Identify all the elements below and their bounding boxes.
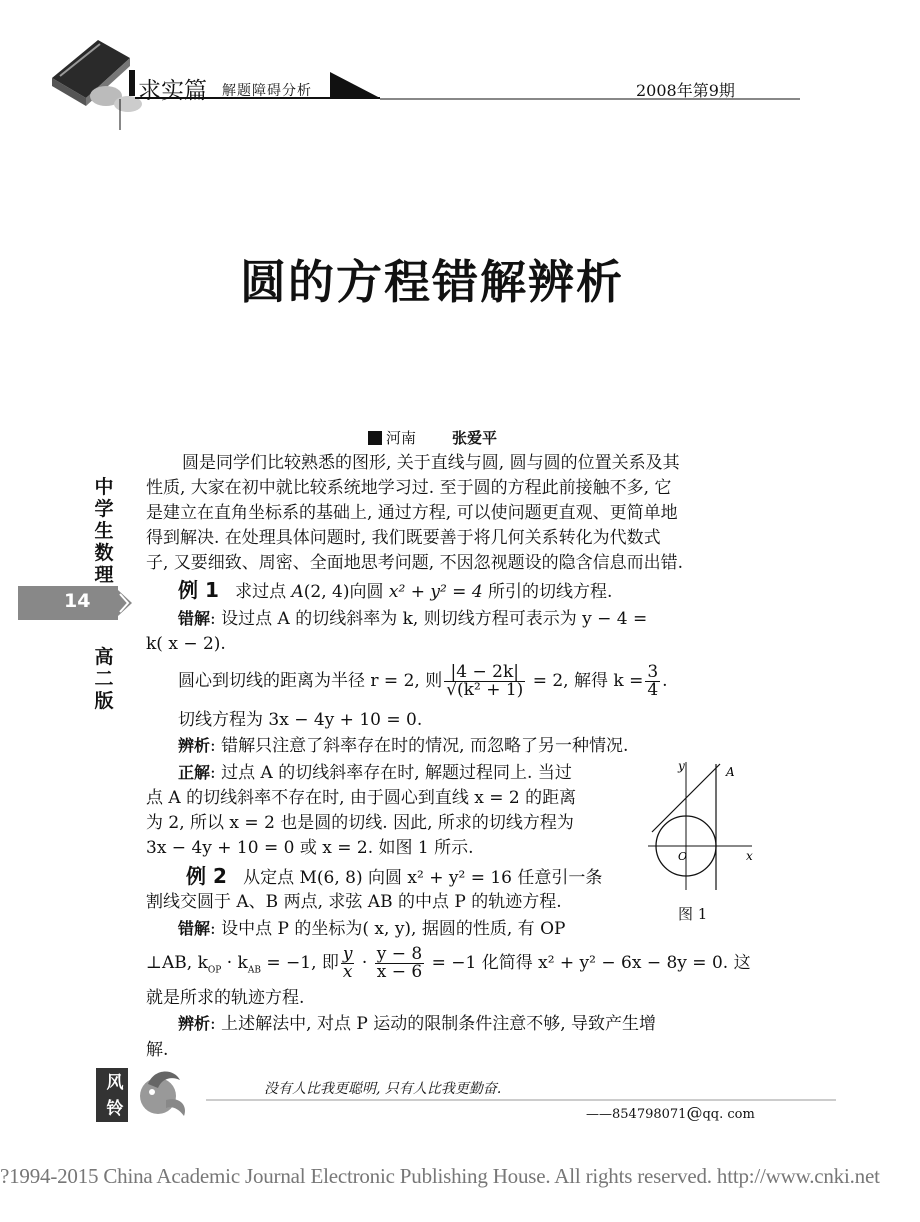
copyright-footer: ?1994-2015 China Academic Journal Electronic Publishing House. All rights reserved. http://www.cnki.net [0, 1164, 880, 1188]
ex2-wrong-2: ⊥AB, $k_{OP} \cdot k_{AB} = -1$, 即 $\frac{y}{x}$ · $\frac{y - 8}{x - 6}$ = −1 化简得 x² + y² − 6x − 8y = 0. 这 [146, 944, 751, 982]
ex2-question-1: 例 2 从定点 M(6, 8) 向圆 x² + y² = 16 任意引一条 [186, 864, 603, 888]
book-icon [52, 40, 142, 112]
square-bullet-icon [368, 431, 382, 445]
byline-author: 张爱平 [452, 429, 498, 447]
intro-line: 子, 又要细致、周密、全面地思考问题, 不因忽视题设的隐含信息而出错. [146, 553, 684, 573]
intro-line: 圆是同学们比较熟悉的图形, 关于直线与圆, 圆与圆的位置关系及其 [182, 453, 680, 473]
figure-caption: 图 1 [678, 905, 708, 923]
side-char: 中 [94, 476, 114, 498]
side-char: 生 [94, 520, 114, 542]
axis-y-label: y [678, 759, 685, 773]
intro-line: 是建立在直角坐标系的基础上, 通过方程, 可以使问题更直观、更简单地 [146, 503, 678, 523]
ex1-wrong-2: k( x − 2). [146, 634, 226, 654]
bell-char: 铃 [106, 1099, 124, 1119]
ex2-analysis-1: 辨析: 上述解法中, 对点 P 运动的限制条件注意不够, 导致产生增 [178, 1014, 657, 1034]
ex1-correct-3: 为 2, 所以 x = 2 也是圆的切线. 因此, 所求的切线方程为 [146, 813, 574, 833]
issue-number: 2008年第9期 [636, 81, 735, 100]
origin-label: O [678, 850, 688, 863]
side-char: 版 [94, 690, 114, 712]
intro-line: 得到解决. 在处理具体问题时, 我们既要善于将几何关系转化为代数式 [146, 528, 661, 548]
section-subtitle: 解题障碍分析 [222, 83, 312, 99]
section-title: 求实篇 [138, 78, 207, 104]
ex1-wrong-4: 切线方程为 3x − 4y + 10 = 0. [178, 710, 423, 730]
ex1-correct-2: 点 A 的切线斜率不存在时, 由于圆心到直线 x = 2 的距离 [146, 788, 577, 808]
article-title: 圆的方程错解辨析 [240, 255, 624, 309]
side-char: 数 [94, 542, 114, 564]
ex2-analysis-2: 解. [146, 1040, 169, 1060]
ex1-correct-1: 正解: 过点 A 的切线斜率存在时, 解题过程同上. 当过 [178, 763, 572, 783]
ex1-analysis: 辨析: 错解只注意了斜率存在时的情况, 而忽略了另一种情况. [178, 736, 629, 756]
ex1-correct-4: 3x − 4y + 10 = 0 或 x = 2. 如图 1 所示. [146, 838, 474, 858]
ex1-question: 例 1 求过点 A(2, 4)向圆 x² + y² = 4 所引的切线方程. [178, 578, 613, 602]
ex2-wrong-3: 就是所求的轨迹方程. [146, 988, 305, 1008]
point-a-label: A [726, 765, 735, 779]
quote: 没有人比我更聪明, 只有人比我更勤奋. [264, 1081, 502, 1097]
byline-place: 河南 [386, 429, 417, 447]
ex2-wrong-1: 错解: 设中点 P 的坐标为( x, y), 据圆的性质, 有 OP [178, 919, 566, 939]
qq-contact: ——854798071@qq. com [586, 1103, 755, 1122]
ex1-wrong-1: 错解: 设过点 A 的切线斜率为 k, 则切线方程可表示为 y − 4 = [178, 609, 648, 629]
ex2-question-2: 割线交圆于 A、B 两点, 求弦 AB 的中点 P 的轨迹方程. [146, 892, 562, 912]
side-char: 高 [94, 646, 114, 668]
header-decoration [0, 0, 920, 130]
figure-1 [640, 758, 760, 898]
page-number: 14 [64, 590, 91, 612]
wind-char: 风 [106, 1073, 124, 1093]
side-char: 二 [94, 668, 114, 690]
axis-x-label: x [746, 849, 753, 863]
side-char: 理 [94, 564, 114, 586]
side-char: 学 [94, 498, 114, 520]
byline [368, 427, 497, 448]
ex1-wrong-3: 圆心到切线的距离为半径 r = 2, 则 $\frac{|4 - 2k|}{\text{√(k² + 1)}}$ = 2, 解得 k = $\frac{3}{4}$ . [178, 662, 668, 700]
intro-line: 性质, 大家在初中就比较系统地学习过. 至于圆的方程此前接触不多, 它 [146, 478, 672, 498]
bird-icon [140, 1071, 185, 1116]
